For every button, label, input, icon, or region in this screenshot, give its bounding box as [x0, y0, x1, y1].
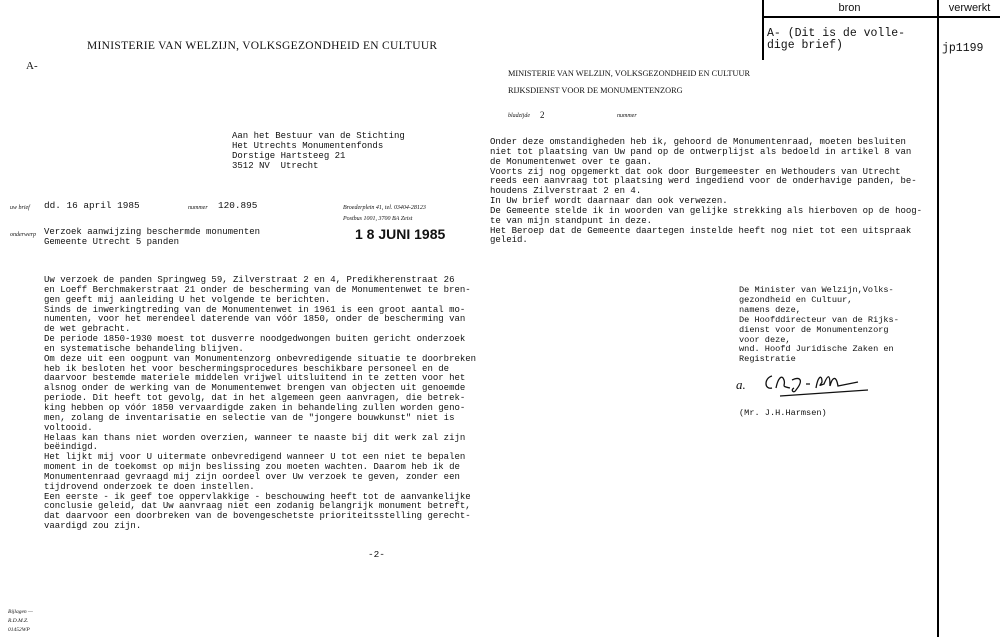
text-line: Registratie: [739, 354, 796, 365]
bladzijde-label: bladzijde: [508, 113, 530, 119]
text-line: geleid.: [490, 235, 528, 246]
date-stamp: 1 8 JUNI 1985: [355, 226, 446, 242]
text-line: Om deze uit een oogpunt van Monumentenzorg onbevredigende situatie te doorbreken: [44, 353, 477, 364]
ministry-header-page2: MINISTERIE VAN WELZIJN, VOLKSGEZONDHEID EN CULTUUR: [508, 69, 750, 78]
text-line: Helaas kan thans niet worden overzien, wanneer te naaste bij dit werk zal zijn: [44, 432, 466, 443]
text-line: moment in de toekomst op mijn beslissing zou moeten wachten. Daarom heb ik de: [44, 462, 460, 473]
text-line: houdens Zilverstraat 2 en 4.: [490, 186, 642, 197]
text-line: en Loeff Berchmakerstraat 21 onder de bescherming van de Monumentenwet te bren-: [44, 284, 471, 295]
signoff-block: [739, 286, 899, 365]
text-line: dienst voor de Monumentenzorg: [739, 324, 889, 335]
text-line: De periode 1850-1930 moest tot dusverre noodgedwongen buiten gericht onderzoek: [44, 334, 466, 345]
text-line: daarvoor bestemde materiele middelen vrijwel uitsluitend in te zetten voor het: [44, 373, 466, 384]
text-line: beëindigd.: [44, 442, 99, 453]
text-line: Voorts zij nog opgemerkt dat ook door Burgemeester en Wethouders van Utrecht: [490, 166, 901, 177]
recipient-address: Aan het Bestuur van de Stichting Het Utrechts Monumentenfonds Dorstige Hartsteeg 21 3512 NV Utrecht: [232, 131, 405, 171]
verwerkt-value: jp1199: [942, 42, 984, 55]
nummer-label-page2: nummer: [617, 113, 637, 119]
signatory-name: (Mr. J.H.Harmsen): [739, 408, 827, 418]
verwerkt-header: verwerkt: [948, 2, 991, 14]
text-line: numenten, voor het merendeel daterende van vóór 1850, onder de bescherming van: [44, 314, 466, 325]
letter-body-page2: [490, 138, 922, 246]
text-line: tijdrovend onderzoek te doen instellen.: [44, 481, 255, 492]
text-line: Een eerste - ik geef toe oppervlakkige - beschouwing heeft tot de aanvankelijke: [44, 491, 471, 502]
text-line: wnd. Hoofd Juridische Zaken en: [739, 344, 894, 355]
nummer-value: 120.895: [218, 200, 258, 211]
text-line: De Minister van Welzijn,Volks-: [739, 285, 894, 295]
text-line: namens deze,: [739, 304, 801, 315]
text-line: De Hoofddirecteur van de Rijks-: [739, 314, 899, 325]
onderwerp-label: onderwerp: [10, 232, 36, 238]
text-line: gen geeft mij aanleiding U het volgende te berichten.: [44, 294, 331, 305]
text-line: heb ik besloten het voor beschermingsprocedures beschikbare personeel en de: [44, 363, 450, 374]
page-mark: A-: [26, 60, 38, 72]
uw-brief-value: dd. 16 april 1985: [44, 200, 140, 211]
archive-box-divider: [937, 0, 939, 637]
subject: Verzoek aanwijzing beschermde monumenten Gemeente Utrecht 5 panden: [44, 227, 261, 247]
text-line: dat daarvoor een doorbreken van de bovengeschetste prioriteitsstelling gerecht-: [44, 511, 471, 522]
ministry-header: MINISTERIE VAN WELZIJN, VOLKSGEZONDHEID EN CULTUUR: [87, 40, 438, 52]
archive-box-header-border: [762, 16, 1000, 18]
text-line: de wet gebracht.: [44, 324, 131, 335]
uw-brief-label: uw brief: [10, 205, 30, 211]
footer-notes: Bijlagen — R.D.M.Z. 01452WP: [8, 609, 33, 633]
text-line: periode. Dit heeft tot gevolg, dat in het algemeen geen aanvragen, die betrek-: [44, 393, 466, 404]
sender-address: Broederplein 41, tel. 03404-28123 Postbus 1001, 3700 BA Zeist: [343, 205, 426, 222]
text-line: Sinds de inwerkingtreding van de Monumentenwet in 1961 is een groot aantal mo-: [44, 304, 466, 315]
text-line: vaardigd zou zijn.: [44, 521, 142, 532]
text-line: voltooid.: [44, 422, 93, 433]
text-line: Monumentenraad gevraagd mij zijn oordeel over Uw verzoek te geven, zonder een: [44, 471, 460, 482]
text-line: voor deze,: [739, 334, 791, 345]
text-line: niet tot plaatsing van Uw pand op de ontwerplijst als bedoeld in artikel 8 van: [490, 146, 912, 157]
text-line: Onder deze omstandigheden heb ik, gehoord de Monumentenraad, moeten besluiten: [490, 137, 906, 147]
signature-prefix: a.: [736, 377, 746, 392]
bron-header: bron: [838, 2, 861, 14]
signature: [760, 368, 880, 398]
text-line: Uw verzoek de panden Springweg 59, Zilverstraat 2 en 4, Predikherenstraat 26: [44, 275, 455, 285]
nummer-label: nummer: [188, 205, 208, 211]
text-line: te van mijn standpunt in deze.: [490, 215, 653, 226]
text-line: Het Beroep dat de Gemeente daartegen instelde heeft nog niet tot een uitspraak: [490, 225, 912, 236]
bron-value: A- (Dit is de volle- dige brief): [767, 27, 906, 52]
bladzijde-value: 2: [540, 110, 545, 120]
text-line: de Monumentenwet over te gaan.: [490, 156, 653, 167]
text-line: conclusie geleid, dat Uw aanvraag niet een zodanig belangrijk monument betreft,: [44, 501, 471, 512]
text-line: king hebben op vóór 1850 vervaardigde zaken in behandeling zullen worden geno-: [44, 402, 466, 413]
text-line: men, zolang de inventarisatie en selectie van de "jongere bouwkunst" niet is: [44, 412, 455, 423]
letter-body-page1: [44, 276, 476, 532]
text-line: gezondheid en Cultuur,: [739, 294, 853, 305]
text-line: Het lijkt mij voor U uitermate onbevredigend wanneer U tot een niet te bepalen: [44, 452, 466, 463]
text-line: en systematische behandeling blijven.: [44, 343, 244, 354]
text-line: alsnog onder de werking van de Monumentenwet brengen van objecten uit genoemde: [44, 383, 466, 394]
text-line: reeds een aanvraag tot plaatsing werd ingediend voor de onderhavige panden, be-: [490, 176, 917, 187]
service-header: RIJKSDIENST VOOR DE MONUMENTENZORG: [508, 86, 683, 95]
text-line: In Uw brief wordt daarnaar dan ook verwezen.: [490, 196, 728, 207]
text-line: De Gemeente stelde ik in woorden van gelijke strekking als hierboven op de hoog-: [490, 205, 923, 216]
page-marker: -2-: [368, 549, 385, 560]
